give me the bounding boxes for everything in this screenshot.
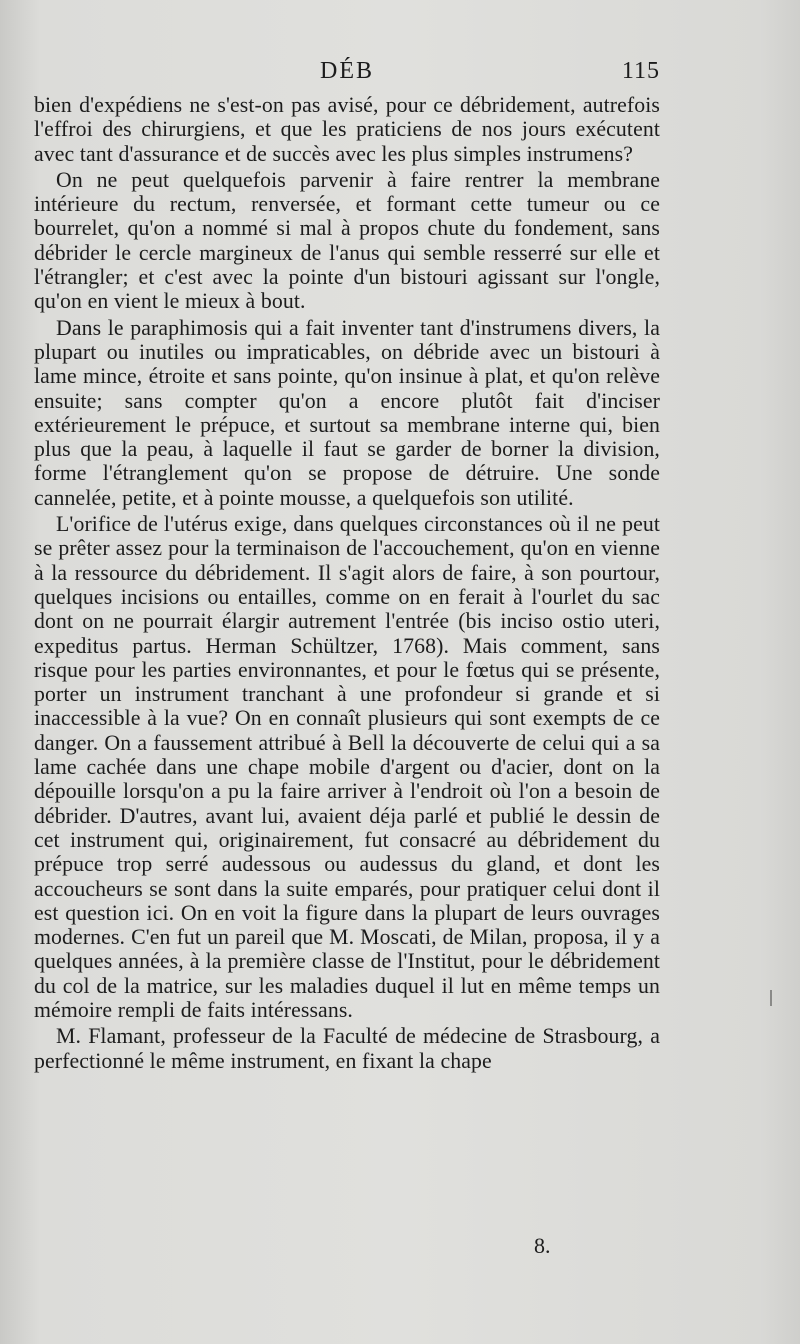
paragraph: M. Flamant, professeur de la Faculté de médecine de Strasbourg, a perfectionné le même instrument, en fixant la chape bbox=[34, 1024, 660, 1073]
running-head: DÉB bbox=[320, 58, 374, 84]
paragraph: On ne peut quelquefois parvenir à faire rentrer la membrane intérieure du rectum, renversée, et formant cette tumeur ou ce bourrelet, qu'on a nommé si mal à propos chute du fondement, sans débrider le cercle margineux de l'anus qui semble resserré sur elle et l'étrangler; et c'est avec la pointe d'un bistouri agissant sur l'ongle, qu'on en vient le mieux à bout. bbox=[34, 167, 660, 314]
signature-mark: 8. bbox=[534, 1233, 551, 1258]
paragraph: bien d'expédiens ne s'est-on pas avisé, pour ce débridement, autrefois l'effroi des chirurgiens, et que les praticiens de nos jours exécutent avec tant d'assurance et de succès avec les plus simples instrumens? bbox=[34, 93, 660, 166]
paragraph: Dans le paraphimosis qui a fait inventer tant d'instrumens divers, la plupart ou inutiles ou impraticables, on débride avec un bistouri à lame mince, étroite et sans pointe, qu'on insinue à plat, et qu'on relève ensuite; sans compter qu'on a encore plutôt fait d'inciser extérieurement le prépuce, et surtout sa membrane interne qui, bien plus que la peau, à laquelle il faut se garder de borner la division, forme l'étranglement qu'on se propose de détruire. Une sonde cannelée, petite, et à pointe mousse, a quelquefois son utilité. bbox=[34, 315, 660, 510]
margin-mark bbox=[770, 990, 772, 1006]
page-header bbox=[34, 58, 660, 92]
body-text bbox=[34, 93, 660, 1073]
paragraph: L'orifice de l'utérus exige, dans quelques circonstances où il ne peut se prêter assez pour la terminaison de l'accouchement, qu'on en vienne à la ressource du débridement. Il s'agit alors de faire, à son pourtour, quelques incisions ou entailles, comme on en ferait à l'ourlet du sac dont on ne pourrait élargir autrement l'entrée (bis inciso ostio uteri, expeditus partus. Herman Schültzer, 1768). Mais comment, sans risque pour les parties environnantes, et pour le fœtus qui se présente, porter un instrument tranchant à une profondeur si grande et si inaccessible à la vue? On en connaît plusieurs qui sont exempts de ce danger. On a faussement attribué à Bell la découverte de celui qui a sa lame cachée dans une chape mobile d'argent ou d'acier, dont on la dépouille lorsqu'on a pu la faire arriver à l'endroit où l'on a besoin de débrider. D'autres, avant lui, avaient déja parlé et publié le dessin de cet instrument qui, originairement, fut consacré au débridement du prépuce trop serré audessous ou audessus du gland, et dont les accoucheurs se sont dans la suite emparés, pour pratiquer celui dont il est question ici. On en voit la figure dans la plupart de leurs ouvrages modernes. C'en fut un pareil que M. Moscati, de Milan, proposa, il y a quelques années, à la première classe de l'Institut, pour le débridement du col de la matrice, sur les maladies duquel il lut en même temps un mémoire rempli de faits intéressans. bbox=[34, 512, 660, 1022]
page-number: 115 bbox=[621, 58, 660, 84]
